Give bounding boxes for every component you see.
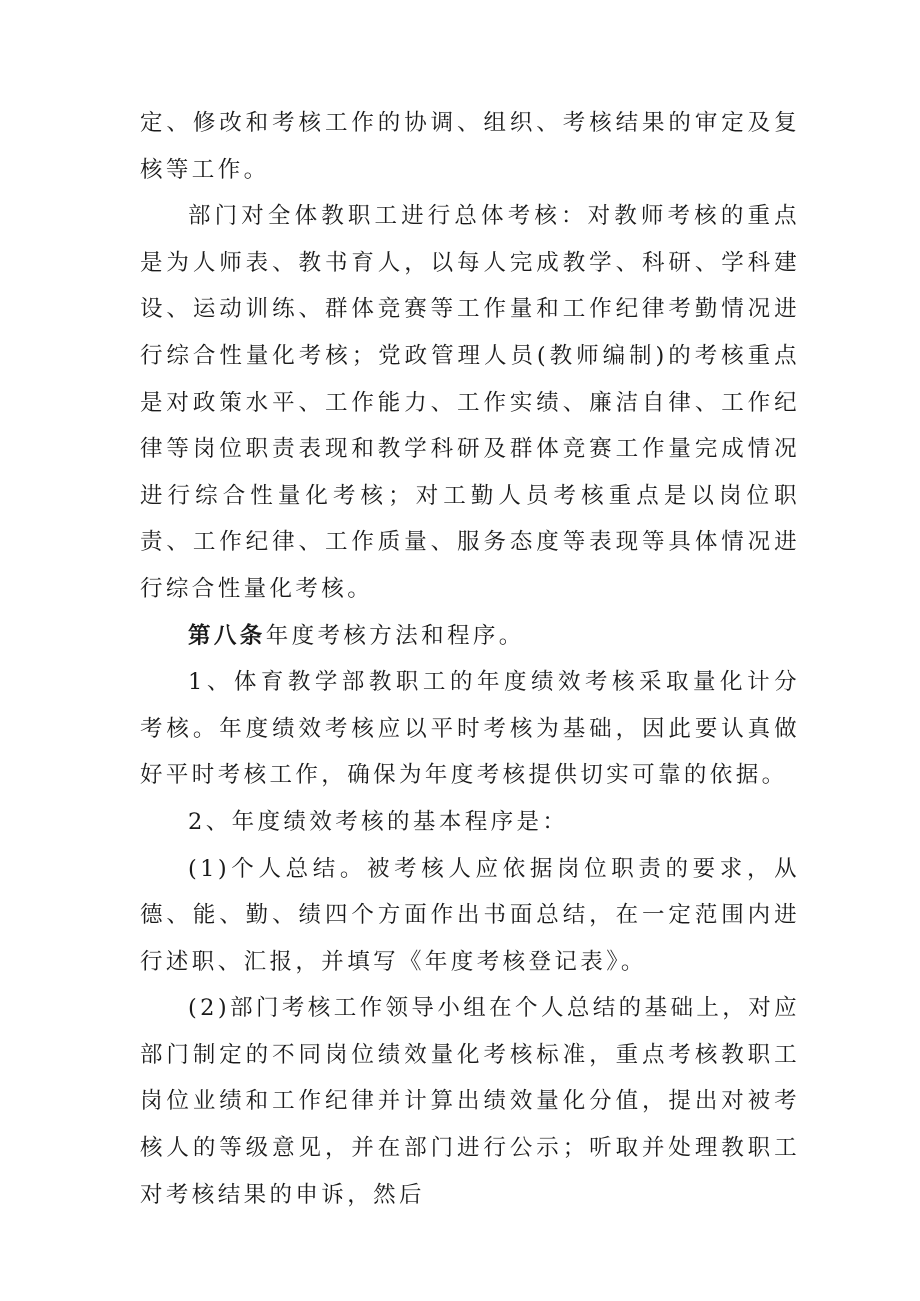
article-label: 第八条 <box>188 622 266 649</box>
paragraph-overall-assessment: 部门对全体教职工进行总体考核：对教师考核的重点是为人师表、教书育人，以每人完成教学、科研、学科建设、运动训练、群体竞赛等工作量和工作纪律考勤情况进行综合性量化考核；党政管理人员(教师编制)的考核重点是对政策水平、工作能力、工作实绩、廉洁自律、工作纪律等岗位职责表现和教学科研及群体竞赛工作量完成情况进行综合性量化考核；对工勤人员考核重点是以岗位职责、工作纪律、工作质量、服务态度等表现等具体情况进行综合性量化考核。 <box>140 203 800 602</box>
paragraph-step-1: (1)个人总结。被考核人应依据岗位职责的要求，从德、能、勤、绩四个方面作出书面总结，在一定范围内进行述职、汇报，并填写《年度考核登记表》。 <box>140 855 800 975</box>
document-page <box>140 100 800 1218</box>
article-title: 年度考核方法和程序。 <box>265 622 525 649</box>
paragraph-item-1: 1、体育教学部教职工的年度绩效考核采取量化计分考核。年度绩效考核应以平时考核为基础，因此要认真做好平时考核工作，确保为年度考核提供切实可靠的依据。 <box>140 669 800 789</box>
paragraph-step-2: (2)部门考核工作领导小组在个人总结的基础上，对应部门制定的不同岗位绩效量化考核标准，重点考核教职工岗位业绩和工作纪律并计算出绩效量化分值，提出对被考核人的等级意见，并在部门进行公示；听取并处理教职工对考核结果的申诉，然后 <box>140 995 800 1208</box>
paragraph-item-2: 2、年度绩效考核的基本程序是： <box>188 808 569 835</box>
paragraph-continued: 定、修改和考核工作的协调、组织、考核结果的审定及复核等工作。 <box>140 110 800 183</box>
article-eight-heading <box>140 613 800 660</box>
